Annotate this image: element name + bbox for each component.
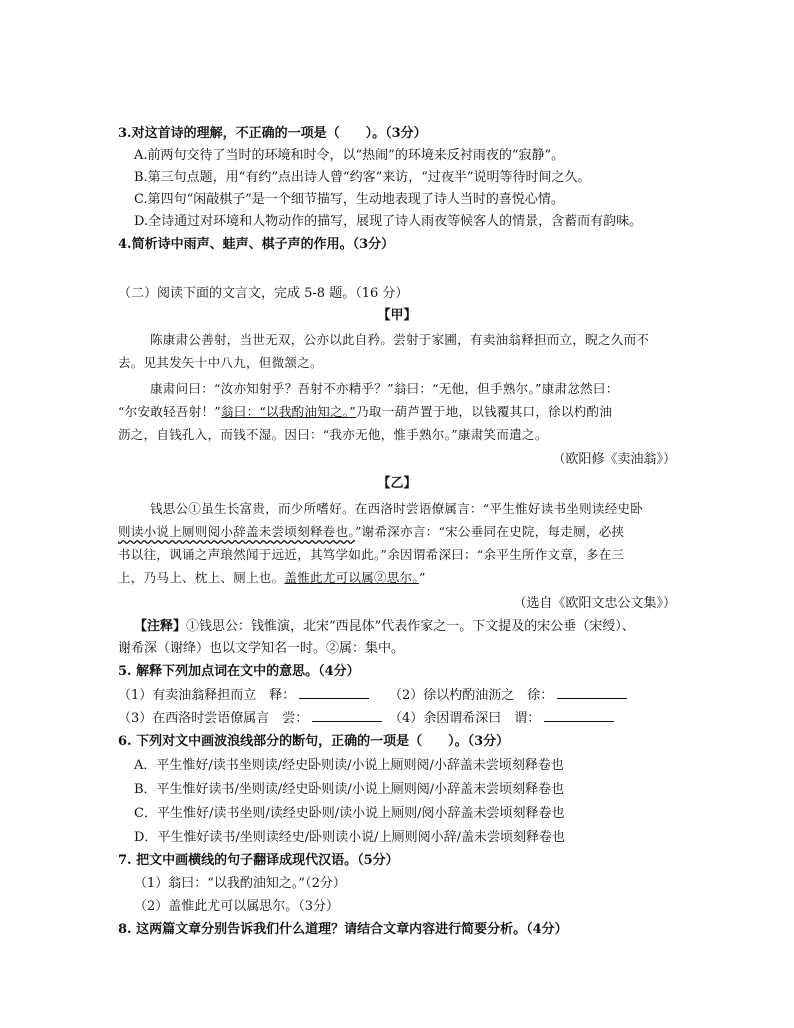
- passage-jia-text: 乃取一葫芦置于地，以钱覆其口，徐以杓酌油: [356, 404, 613, 419]
- question-6-option-c: C．平生惟好/读书坐则/读经史卧则/读小说上厕则/阅小辞盖未尝顷刻释卷也: [134, 806, 565, 821]
- question-5-item-text: （3）在西洛时尝语僚属言 尝：: [118, 711, 309, 726]
- passage-yi-line: [118, 569, 426, 587]
- question-6-option-d: D．平生惟好读书/坐则读经史/卧则读小说/上厕则阅小辞/盖未尝顷刻释卷也: [134, 830, 565, 845]
- underlined-sentence-1: 翁曰：“以我酌油知之。”: [220, 404, 357, 419]
- passage-jia-line: [118, 403, 612, 421]
- question-5-item-text: （4）余因谓希深曰 谓：: [389, 711, 541, 726]
- question-6-stem: 6. 下列对文中画波浪线部分的断句，正确的一项是（ ）。（3分）: [118, 734, 510, 749]
- annotation-line: [134, 618, 635, 636]
- answer-blank[interactable]: [312, 709, 382, 722]
- question-3-option-d: D.全诗通过对环境和人物动作的描写，展现了诗人雨夜等候客人的情景，含蓄而有韵味。: [134, 214, 643, 229]
- passage-yi-line: 钱思公①虽生长富贵，而少所嗜好。在西洛时尝语僚属言：“平生惟好读书坐则读经史卧: [150, 501, 644, 516]
- passage-yi-line: [118, 523, 624, 541]
- passage-yi-text: ”: [418, 570, 426, 585]
- passage-jia-line: 去。见其发矢十中八九，但微颔之。: [118, 355, 323, 370]
- passage-jia-line: 康肃问曰：“汝亦知射乎？吾射不亦精乎？”翁曰：“无他，但手熟尔。”康肃忿然曰：: [150, 381, 619, 396]
- passage-jia-source: （欧阳修《卖油翁》）: [552, 452, 676, 467]
- annotation-line: 谢希深（谢绛）也以文学知名一时。②属：集中。: [118, 641, 405, 656]
- passage-yi-source: （选自《欧阳文忠公文集》）: [513, 596, 676, 611]
- section-2-heading: （二）阅读下面的文言文，完成 5-8 题。（16 分）: [118, 286, 409, 301]
- question-7-sentence-2: （2）盖惟此尤可以属思尔。（3分）: [134, 899, 340, 914]
- passage-jia-line: 陈康肃公善射，当世无双，公亦以此自矜。尝射于家圃，有卖油翁释担而立，睨之久而不: [150, 332, 650, 347]
- question-5-item-4: [389, 709, 614, 728]
- question-6-option-a: A．平生惟好/读书坐则读/经史卧则读/小说上厕则阅/小辞盖未尝顷刻释卷也: [134, 758, 564, 773]
- passage-yi-heading: 【乙】: [377, 476, 417, 491]
- question-7-stem: 7. 把文中画横线的句子翻译成现代汉语。（5分）: [118, 853, 399, 868]
- underlined-sentence-2: 盖惟此尤可以属②思尔。: [284, 570, 419, 585]
- wavy-underlined-passage: 则读小说上厕则阅小辞盖未尝顷刻释卷也。: [118, 524, 355, 539]
- question-5-stem: 5. 解释下列加点词在文中的意思。（4分）: [118, 664, 360, 679]
- question-5-item-2: [389, 686, 627, 705]
- question-5-item-text: （2）徐以杓酌油沥之 徐：: [389, 688, 554, 703]
- question-8-stem: 8. 这两篇文章分别告诉我们什么道理？请结合文章内容进行简要分析。（4分）: [118, 922, 568, 937]
- question-3-stem: 3.对这首诗的理解，不正确的一项是（ ）。（3分）: [118, 126, 427, 141]
- annotation-text: ①钱思公：钱惟演，北宋“西昆体”代表作家之一。下文提及的宋公垂（宋绶）、: [186, 619, 635, 634]
- question-6-option-b: B．平生惟好读书/坐则读/经史卧则读/小说上厕则阅/小辞盖未尝顷刻释卷也: [134, 782, 565, 797]
- question-3-option-c: C.第四句“闲敲棋子”是一个细节描写，生动地表现了诗人当时的喜悦心情。: [134, 192, 564, 207]
- question-5-item-text: （1）有卖油翁释担而立 释：: [118, 688, 296, 703]
- question-7-sentence-1: （1）翁曰：“以我酌油知之。”（2分）: [134, 876, 346, 891]
- annotation-label: 【注释】: [134, 619, 187, 634]
- answer-blank[interactable]: [299, 686, 369, 699]
- question-4-stem: 4.简析诗中雨声、蛙声、棋子声的作用。（3分）: [118, 237, 395, 252]
- question-3-option-a: A.前两句交待了当时的环境和时令，以“热闹”的环境来反衬雨夜的“寂静”。: [134, 148, 565, 163]
- question-5-item-3: [118, 709, 382, 728]
- passage-yi-text: ”谢希深亦言：“宋公垂同在史院，每走厕，必挟: [354, 524, 625, 539]
- passage-jia-heading: 【甲】: [377, 308, 417, 323]
- question-5-item-1: [118, 686, 369, 705]
- question-3-option-b: B.第三句点题，用“有约”点出诗人曾“约客”来访，“过夜半”说明等待时间之久。: [134, 170, 591, 185]
- passage-yi-text: 上，乃马上、枕上、厕上也。: [118, 570, 285, 585]
- answer-blank[interactable]: [544, 709, 614, 722]
- passage-jia-line: 沥之，自钱孔入，而钱不湿。因曰：“我亦无他，惟手熟尔。”康肃笑而遣之。: [118, 427, 548, 442]
- answer-blank[interactable]: [557, 686, 627, 699]
- passage-jia-text: “尔安敢轻吾射！”: [118, 404, 221, 419]
- passage-yi-line: 书以往，讽诵之声琅然闻于远近，其笃学如此。”余因谓希深曰：“余平生所作文章，多在三: [118, 547, 625, 562]
